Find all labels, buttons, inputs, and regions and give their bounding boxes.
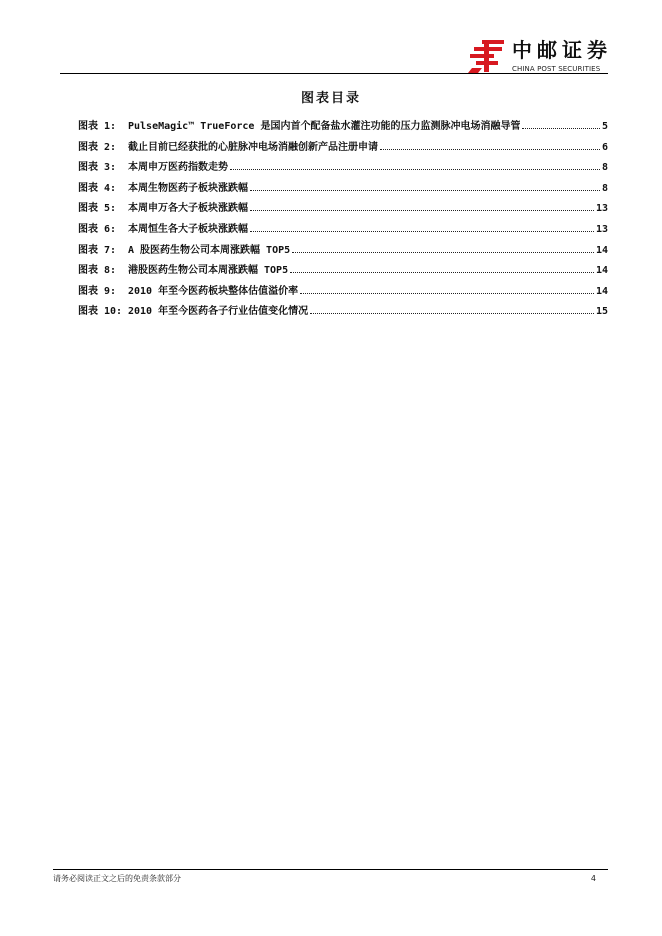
china-post-logo-icon xyxy=(468,38,508,74)
toc-list xyxy=(78,118,608,324)
toc-entry[interactable] xyxy=(78,159,608,180)
logo-chinese-name: 中邮证券 xyxy=(512,38,612,62)
toc-entry[interactable] xyxy=(78,303,608,324)
toc-entry-text: 本周申万各大子板块涨跌幅 xyxy=(128,203,248,215)
toc-title: 图表目录 xyxy=(300,91,361,106)
toc-entry[interactable] xyxy=(78,139,608,160)
disclaimer-note: 请务必阅读正文之后的免责条款部分 xyxy=(53,874,181,883)
toc-leader-dots xyxy=(250,200,594,211)
toc-leader-dots xyxy=(290,262,594,273)
toc-entry-page: 8 xyxy=(601,182,608,194)
toc-entry[interactable] xyxy=(78,242,608,263)
toc-entry-text: A 股医药生物公司本周涨跌幅 TOP5 xyxy=(128,244,291,256)
toc-entry-label: 图表 7: xyxy=(78,244,117,256)
toc-entry-text: PulseMagic™ TrueForce 是国内首个配备盐水灌注功能的压力监测脉冲电场消融导管 xyxy=(128,121,521,132)
toc-entry[interactable] xyxy=(78,118,608,139)
toc-entry[interactable] xyxy=(78,180,608,201)
toc-entry-label: 图表 3: xyxy=(78,162,117,174)
toc-entry-label: 图表 4: xyxy=(78,182,117,194)
toc-entry-page: 13 xyxy=(595,223,608,235)
toc-leader-dots xyxy=(230,159,600,170)
toc-entry[interactable] xyxy=(78,262,608,283)
toc-entry-text: 本周生物医药子板块涨跌幅 xyxy=(128,182,248,194)
toc-entry-text: 本周申万医药指数走势 xyxy=(128,162,228,174)
toc-entry-label: 图表 6: xyxy=(78,223,117,235)
toc-leader-dots xyxy=(250,221,594,232)
footer-divider xyxy=(53,869,608,870)
toc-entry-text: 2010 年至今医药板块整体估值溢价率 xyxy=(128,285,299,297)
toc-entry-page: 6 xyxy=(601,141,608,153)
toc-entry-page: 13 xyxy=(595,203,608,215)
toc-leader-dots xyxy=(250,180,600,191)
toc-entry[interactable] xyxy=(78,221,608,242)
toc-leader-dots xyxy=(300,283,594,294)
toc-entry[interactable] xyxy=(78,200,608,221)
toc-entry-label: 图表 8: xyxy=(78,265,117,277)
page-number: 4 xyxy=(590,874,596,883)
toc-entry-page: 8 xyxy=(601,162,608,174)
toc-entry-page: 14 xyxy=(595,285,608,297)
toc-entry-page: 14 xyxy=(595,244,608,256)
toc-entry-text: 本周恒生各大子板块涨跌幅 xyxy=(128,223,248,235)
toc-entry[interactable] xyxy=(78,283,608,304)
toc-entry-text: 港股医药生物公司本周涨跌幅 TOP5 xyxy=(128,265,289,277)
toc-entry-text: 2010 年至今医药各子行业估值变化情况 xyxy=(128,306,309,318)
toc-entry-page: 14 xyxy=(595,265,608,277)
toc-leader-dots xyxy=(310,303,594,314)
company-logo xyxy=(468,38,613,78)
toc-entry-page: 15 xyxy=(595,306,608,318)
toc-leader-dots xyxy=(522,118,600,129)
logo-english-name: CHINA POST SECURITIES xyxy=(512,65,601,73)
toc-entry-label: 图表 2: xyxy=(78,141,117,153)
toc-entry-label: 图表 9: xyxy=(78,285,117,297)
toc-entry-label: 图表 5: xyxy=(78,203,117,215)
toc-leader-dots xyxy=(292,242,594,253)
toc-entry-label: 图表 1: xyxy=(78,121,117,132)
toc-leader-dots xyxy=(380,139,600,150)
toc-entry-page: 5 xyxy=(601,121,608,132)
toc-entry-label: 图表 10: xyxy=(78,306,123,318)
header-divider xyxy=(60,73,608,74)
toc-entry-text: 截止目前已经获批的心脏脉冲电场消融创新产品注册申请 xyxy=(128,141,378,153)
